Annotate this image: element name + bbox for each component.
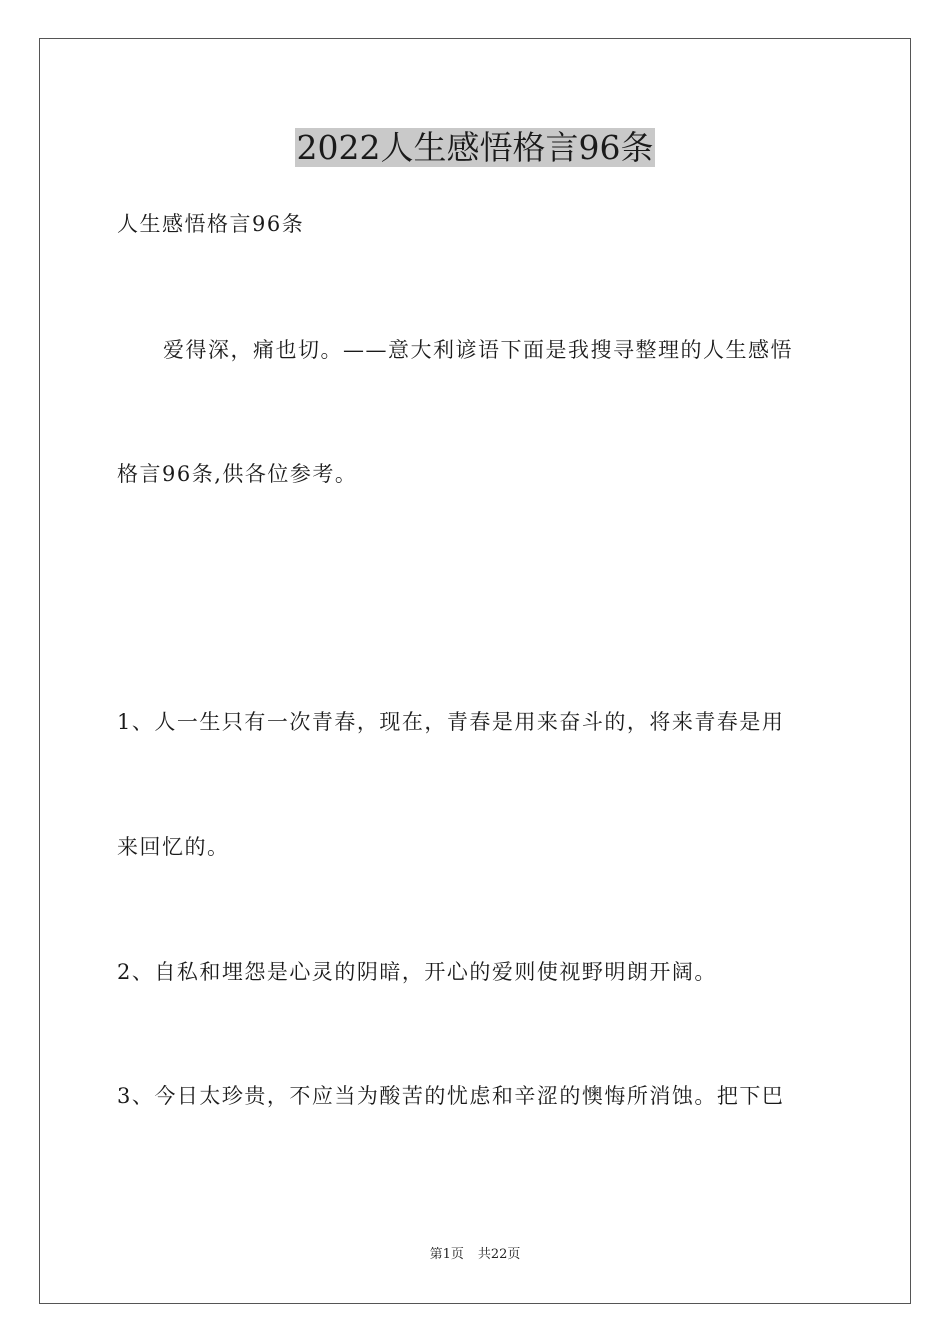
paragraph-item-3-line-1: 3、今日太珍贵，不应当为酸苦的忧虑和辛涩的懊悔所消蚀。把下巴: [117, 1084, 785, 1108]
paragraph-intro-line-2: 格言96条,供各位参考。: [117, 462, 358, 486]
paragraph-intro-line-1: 爱得深，痛也切。——意大利谚语下面是我搜寻整理的人生感悟: [163, 338, 793, 362]
document-subtitle: 人生感悟格言96条: [117, 212, 305, 236]
document-title-text: 2022人生感悟格言96条: [296, 128, 654, 167]
paragraph-item-1-line-1: 1、人一生只有一次青春，现在，青春是用来奋斗的，将来青春是用: [117, 710, 785, 734]
page-number: 第1页: [429, 1247, 464, 1262]
paragraph-item-2: 2、自私和埋怨是心灵的阴暗，开心的爱则使视野明朗开阔。: [117, 960, 717, 984]
paragraph-item-1-line-2: 来回忆的。: [117, 835, 230, 859]
document-title: [0, 126, 950, 170]
page-footer: [0, 1246, 950, 1264]
page-total: 共22页: [477, 1247, 521, 1262]
